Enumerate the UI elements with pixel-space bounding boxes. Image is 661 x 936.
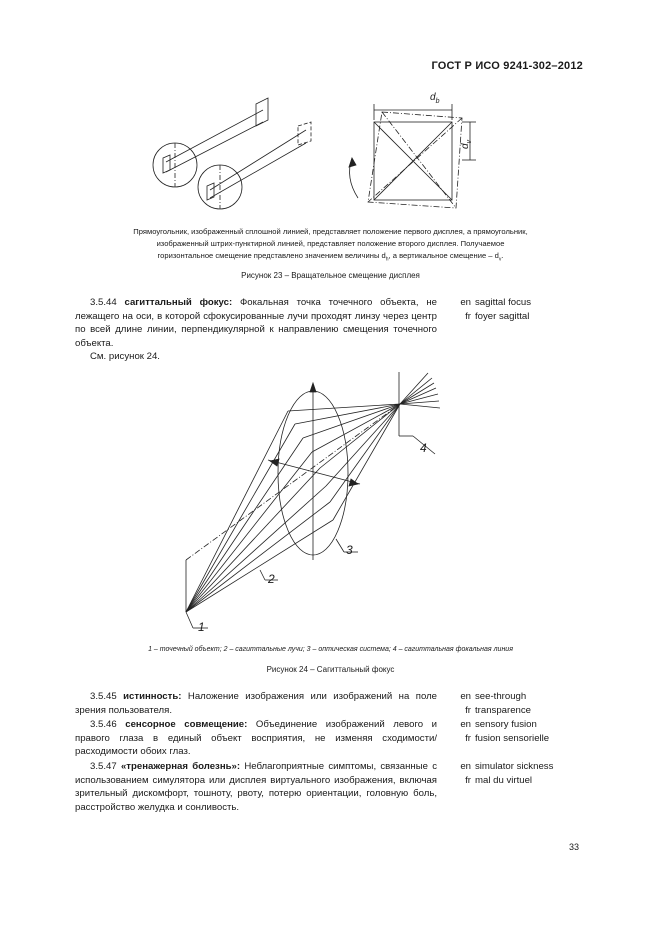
callout-4: 4 xyxy=(420,441,427,455)
see-figure-ref: См. рисунок 24. xyxy=(90,351,160,362)
document-header: ГОСТ Р ИСО 9241-302–2012 xyxy=(431,60,583,72)
dim-label-db: $d_b$ xyxy=(430,92,440,105)
dim-label-dv: $d_v$ xyxy=(460,139,474,150)
figure24-legend: 1 – точечный объект; 2 – сагиттальные лучи; 3 – оптическая система; 4 – сагиттальная фокальная линия xyxy=(148,646,513,653)
entry-3544: 3.5.44 сагиттальный фокус: Фокальная точка точечного объекта, не лежащего на оси, в которой сфокусированные лучи проходят линзу через центр по всей длине линии, перпендикулярной к направлению смещения точечного объекта. См. рисунок 24. xyxy=(75,297,437,362)
figure23-title: Рисунок 23 – Вращательное смещение дисплея xyxy=(241,271,420,280)
figure23-right-diagram xyxy=(349,104,476,208)
figure23-caption: Прямоугольник, изображенный сплошной линией, представляет положение первого дисплея, а прямоугольник, изображенный штрих-пунктирной линией, представляет положение второго дисплея. Получаемое горизонтальное смещение представлено значением величины $d_h$, а вертикальное смещение – $d_v$. xyxy=(133,227,528,263)
figure24-title: Рисунок 24 – Сагиттальный фокус xyxy=(266,665,395,674)
callout-2: 2 xyxy=(268,572,275,586)
callout-1: 1 xyxy=(198,620,205,634)
figure23-left-diagram xyxy=(153,98,311,209)
page-number: 33 xyxy=(568,842,579,852)
entry-3547: 3.5.47 «тренажерная болезнь»: Неблагоприятные симптомы, связанные с использованием симулятора или дисплея виртуального изображения, включая зрительный дискомфорт, тошноту, рвоту, потерю ориентации, головную боль, расстройство желудка и сонливость. xyxy=(75,761,437,813)
entry-3544-translations: en sagittal focus fr foyer sagittal xyxy=(460,297,531,322)
entry-3546: 3.5.46 сенсорное совмещение: Объединение изображений левого и правого глаза в единый объект восприятия, не изменяя сходимости/расходимости обоих глаз. xyxy=(75,719,438,757)
entry-3547-translations: en simulator sickness fr mal du virtuel xyxy=(460,761,554,786)
entry-3546-translations: en sensory fusion fr fusion sensorielle xyxy=(460,719,550,744)
figure24-diagram xyxy=(186,372,440,628)
entry-3545-translations: en see-through fr transparence xyxy=(460,691,531,716)
callout-3: 3 xyxy=(346,543,353,557)
entry-3545: 3.5.45 истинность: Наложение изображения или изображений на поле зрения пользователя. xyxy=(75,691,438,716)
